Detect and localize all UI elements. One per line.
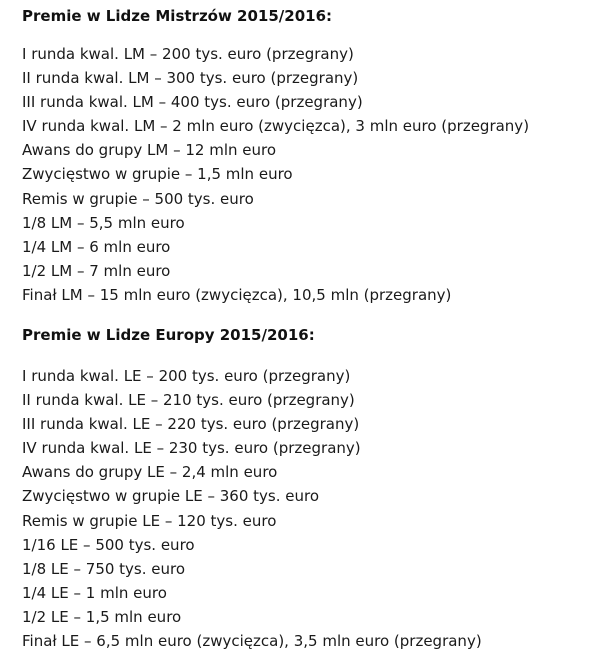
list-item: Awans do grupy LM – 12 mln euro bbox=[22, 141, 277, 160]
list-item: II runda kwal. LM – 300 tys. euro (przegrany) bbox=[22, 69, 359, 88]
list-item: Remis w grupie LE – 120 tys. euro bbox=[22, 511, 277, 530]
list-item: 1/2 LM – 7 mln euro bbox=[22, 261, 171, 280]
list-item: Awans do grupy LE – 2,4 mln euro bbox=[22, 463, 278, 482]
champions-league-heading: Premie w Lidze Mistrzów 2015/2016: bbox=[22, 7, 333, 25]
list-item: Zwycięstwo w grupie – 1,5 mln euro bbox=[22, 165, 293, 184]
list-item: Zwycięstwo w grupie LE – 360 tys. euro bbox=[22, 487, 320, 506]
list-item: Finał LM – 15 mln euro (zwycięzca), 10,5 mln (przegrany) bbox=[22, 285, 452, 304]
list-item: 1/4 LE – 1 mln euro bbox=[22, 583, 167, 602]
champions-league-prize-list bbox=[22, 42, 529, 307]
list-item: 1/16 LE – 500 tys. euro bbox=[22, 535, 195, 554]
list-item: I runda kwal. LM – 200 tys. euro (przegrany) bbox=[22, 45, 354, 63]
list-item: III runda kwal. LE – 220 tys. euro (przegrany) bbox=[22, 415, 360, 434]
list-item: Finał LE – 6,5 mln euro (zwycięzca), 3,5 mln euro (przegrany) bbox=[22, 632, 482, 651]
list-item: 1/8 LM – 5,5 mln euro bbox=[22, 213, 185, 232]
europa-league-heading: Premie w Lidze Europy 2015/2016: bbox=[22, 326, 315, 344]
list-item: Remis w grupie – 500 tys. euro bbox=[22, 189, 254, 208]
list-item: 1/8 LE – 750 tys. euro bbox=[22, 559, 186, 578]
list-item: III runda kwal. LM – 400 tys. euro (przegrany) bbox=[22, 93, 363, 112]
list-item: I runda kwal. LE – 200 tys. euro (przegrany) bbox=[22, 367, 351, 385]
list-item: 1/4 LM – 6 mln euro bbox=[22, 237, 171, 256]
list-item: II runda kwal. LE – 210 tys. euro (przegrany) bbox=[22, 391, 355, 410]
list-item: IV runda kwal. LE – 230 tys. euro (przegrany) bbox=[22, 439, 361, 458]
europa-league-prize-list bbox=[22, 364, 482, 653]
list-item: 1/2 LE – 1,5 mln euro bbox=[22, 607, 182, 626]
list-item: IV runda kwal. LM – 2 mln euro (zwycięzca), 3 mln euro (przegrany) bbox=[22, 117, 530, 136]
